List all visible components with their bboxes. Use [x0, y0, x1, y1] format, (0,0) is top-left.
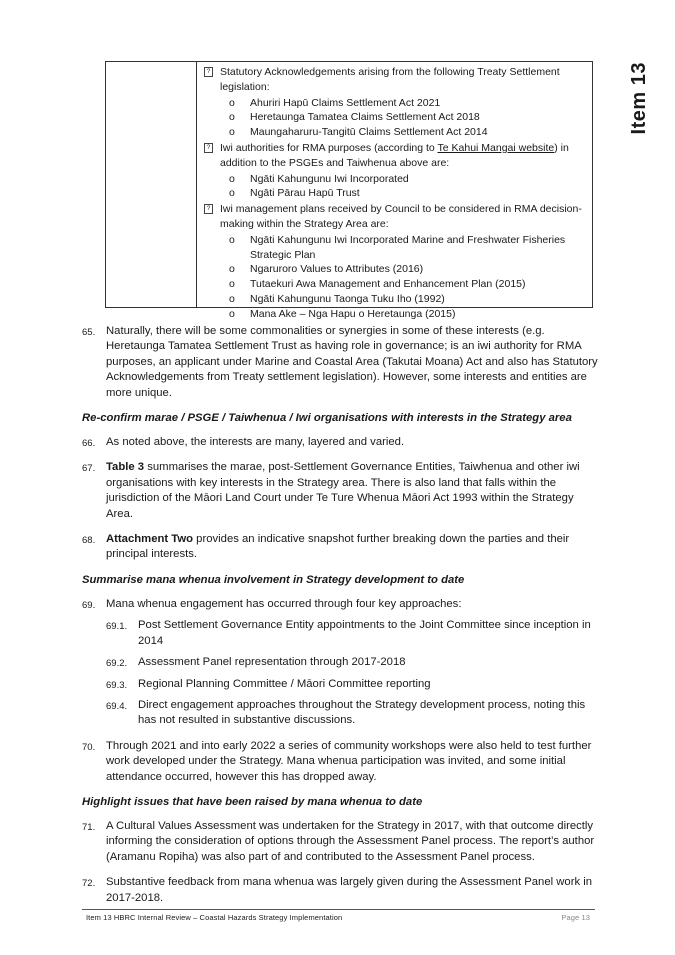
- table-column-divider: [196, 62, 197, 307]
- paragraph-number: 69.: [82, 599, 96, 611]
- paragraph-text: Through 2021 and into early 2022 a series of community workshops were also held to test further work developed under the Strategy. Mana whenua participation was invited, and some initial attendance occurred, however this has dropped away.: [106, 739, 592, 783]
- list-item: o Heretaunga Tamatea Claims Settlement Act 2018: [229, 111, 480, 124]
- paragraph-text: A Cultural Values Assessment was undertaken for the Strategy in 2017, with that outcome directly informing the consideration of options through the Assessment Panel process. The report’s author (Aramanu Ropiha) was also part of and contributed to the Assessment Panel process.: [106, 819, 595, 863]
- bullet-box-icon: ?: [204, 143, 213, 153]
- paragraph-number: 68.: [82, 535, 96, 547]
- sub-list: [220, 233, 582, 322]
- paragraph-66: [82, 435, 600, 450]
- circle-bullet-icon: o: [229, 111, 235, 124]
- paragraph-text: Naturally, there will be some commonalities or synergies in some of these interests (e.g. Heretaunga Tamatea Settlement Trust as having role in governance; is an iwi authority for RMA purposes, an applicant under Marine and Coastal Area (Takutai Moana) Act and also has Statutory Acknowledgements from Treaty settlement legislation). However, some interests and entities are more unique.: [106, 325, 598, 399]
- table-block-iwi-authorities: [203, 141, 582, 201]
- te-kahui-mangai-link[interactable]: Te Kahui Mangai website: [437, 141, 555, 154]
- paragraph-70: [82, 739, 600, 785]
- table-block-statutory: [203, 65, 582, 140]
- subparagraph-number: 69.2.: [106, 658, 128, 670]
- bullet-box-icon: ?: [204, 67, 213, 77]
- circle-bullet-icon: o: [229, 233, 235, 246]
- circle-bullet-icon: o: [229, 96, 235, 109]
- block-text: Statutory Acknowledgements arising from the following Treaty Settlement legislation:: [220, 66, 560, 93]
- list-item: o Ngāti Kahungunu Taonga Tuku Iho (1992): [229, 292, 445, 305]
- circle-bullet-icon: o: [229, 187, 235, 200]
- subparagraph-69-2: [82, 655, 600, 670]
- paragraph-number: 67.: [82, 463, 96, 475]
- paragraph-71: [82, 819, 600, 865]
- paragraph-number: 71.: [82, 821, 96, 833]
- circle-bullet-icon: o: [229, 172, 235, 185]
- table-cell-content: [203, 65, 582, 323]
- block-text-after: ) in addition to the PSGEs and Taiwhenua above are:: [220, 141, 569, 169]
- sub-list: [220, 172, 582, 202]
- list-item: o Ngaruroro Values to Attributes (2016): [229, 263, 424, 276]
- paragraph-number: 66.: [82, 438, 96, 450]
- item-side-tab: Item 13: [628, 62, 650, 135]
- circle-bullet-icon: o: [229, 307, 235, 320]
- attachment-two-reference: Attachment Two: [106, 533, 194, 546]
- section-heading-summarise: Summarise mana whenua involvement in Strategy development to date: [82, 573, 465, 586]
- subparagraph-number: 69.1.: [106, 621, 128, 633]
- paragraph-72: [82, 875, 600, 906]
- section-heading-reconfirm: Re-confirm marae / PSGE / Taiwhenua / Iwi organisations with interests in the Strategy area: [82, 412, 572, 425]
- circle-bullet-icon: o: [229, 126, 235, 139]
- paragraph-text: Mana whenua engagement has occurred through four key approaches:: [106, 597, 462, 610]
- paragraph-number: 65.: [82, 327, 96, 338]
- circle-bullet-icon: o: [229, 292, 235, 305]
- paragraph-number: 72.: [82, 878, 96, 890]
- sub-list: [220, 96, 582, 140]
- subparagraph-number: 69.3.: [106, 679, 128, 691]
- subparagraph-text: Post Settlement Governance Entity appointments to the Joint Committee since inception in 2014: [138, 619, 591, 647]
- list-item: o Mana Ake – Nga Hapu o Heretaunga (2015): [229, 307, 456, 320]
- paragraph-text: summarises the marae, post-Settlement Governance Entities, Taiwhenua and other iwi organisations with key interests in the Strategy area. There is also land that falls within the jurisdiction of the Māori Land Court under Te Ture Whenua Māori Act 1993 within the Strategy Area.: [106, 461, 580, 520]
- list-item: o Maungaharuru-Tangitū Claims Settlement Act 2014: [229, 126, 488, 139]
- subparagraph-number: 69.4.: [106, 700, 128, 712]
- interests-table: [105, 61, 593, 320]
- paragraph-65: [82, 324, 600, 401]
- list-item: o Tutaekuri Awa Management and Enhancement Plan (2015): [229, 278, 526, 291]
- section-heading-highlight: Highlight issues that have been raised by mana whenua to date: [82, 795, 423, 808]
- paragraph-69: [82, 597, 600, 612]
- block-text-before: Iwi authorities for RMA purposes (according to: [220, 141, 438, 154]
- block-text: Iwi management plans received by Council to be considered in RMA decision-making within the Strategy Area are:: [220, 203, 582, 230]
- paragraph-text: provides an indicative snapshot further breaking down the parties and their principal interests.: [106, 533, 570, 561]
- page-footer: [82, 909, 595, 922]
- table-3-reference: Table 3: [106, 461, 145, 474]
- document-body: [82, 324, 600, 916]
- subparagraph-69-3: [82, 677, 600, 692]
- bullet-box-icon: ?: [204, 204, 213, 214]
- subparagraph-69-1: [82, 618, 600, 649]
- paragraph-text: As noted above, the interests are many, layered and varied.: [106, 436, 405, 449]
- table-block-iwi-plans: [203, 202, 582, 321]
- list-item: o Ngāti Kahungunu Iwi Incorporated Marine and Freshwater Fisheries Strategic Plan: [229, 233, 566, 261]
- subparagraph-text: Assessment Panel representation through 2017-2018: [138, 656, 406, 669]
- list-item: o Ngāti Kahungunu Iwi Incorporated: [229, 172, 409, 185]
- list-item: o Ahuriri Hapū Claims Settlement Act 2021: [229, 96, 441, 109]
- paragraph-68: [82, 532, 600, 563]
- list-item: o Ngāti Pārau Hapū Trust: [229, 187, 360, 200]
- footer-title: Item 13 HBRC Internal Review – Coastal Hazards Strategy Implementation: [86, 913, 343, 922]
- circle-bullet-icon: o: [229, 278, 235, 291]
- paragraph-67: [82, 460, 600, 522]
- subparagraph-69-4: [82, 698, 600, 729]
- paragraph-text: Substantive feedback from mana whenua was largely given during the Assessment Panel work in 2017-2018.: [106, 876, 593, 904]
- circle-bullet-icon: o: [229, 263, 235, 276]
- page-number: Page 13: [561, 913, 590, 922]
- paragraph-number: 70.: [82, 741, 96, 753]
- subparagraph-text: Regional Planning Committee / Māori Committee reporting: [138, 677, 431, 690]
- subparagraph-text: Direct engagement approaches throughout the Strategy development process, noting this has not resulted in substantive discussions.: [138, 698, 586, 727]
